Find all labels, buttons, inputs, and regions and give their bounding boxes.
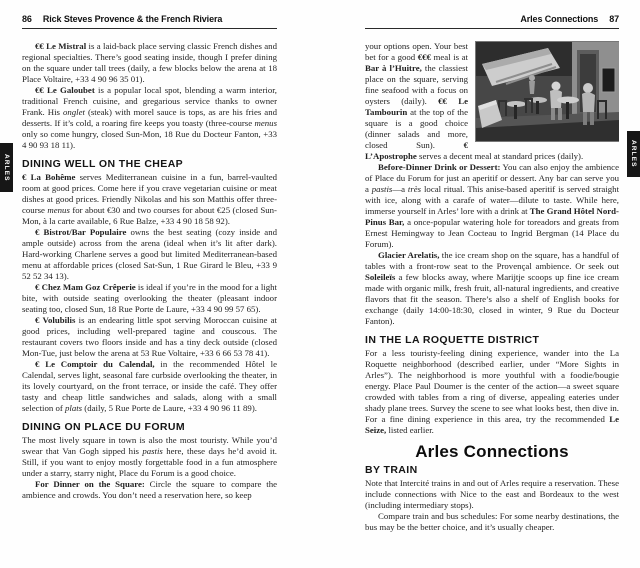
page-right [365,14,619,562]
paragraph: Note that Intercité trains in and out of Arles require a reservation. These include connections with Nice to the east and Bordeaux to the west (including intermediary stops). [365,478,619,510]
paragraph: €€ Le Mistral is a laid-back place serving classic French dishes and regional specialties. There’s good seating inside, though I prefer dining on the square under tall trees (daily, a few blocks below the arena at 18 Place Voltaire, +33 4 90 96 35 01). [22,41,277,84]
section-tab-left [0,143,13,192]
paragraph: your options open. Your best bet for a good €€€ meal is at Bar à l’Huitre, the classiest place on the square, serving fine seafood with a focus on oysters (daily). €€ Le Tambourin at the top of the square is a good choice (dinner salads and more, closed Sun). € L’Apostrophe serves a decent meal at standard prices (daily). [365,41,584,161]
page-right-running-title: Arles Connections [520,14,599,24]
paragraph: Compare train and bus schedules: For some nearby destinations, the bus may be the better choice, and it’s usually cheaper. [365,511,619,532]
paragraph: Before-Dinner Drink or Dessert: You can also enjoy the ambience of Place du Forum for just an aperitif or dessert. Any bar can serve you a pastis—a très local ritual. This anise-based aperitif is served straight with ice, along with a carafe of water—dilute to taste. While here, immerse yourself in Arles’ lore with a drink at The Grand Hôtel Nord-Pinus Bar, a once-popular watering hole for toreadors and greats from Ernest Hemingway to Jean Cocteau to Ingrid Bergman (14 Place du Forum). [365,162,619,249]
page-left-body [22,41,277,501]
section-heading: BY TRAIN [365,464,418,476]
paragraph: €€ Le Galoubet is a popular local spot, blending a warm interior, traditional French cuisine, and gregarious service thanks to owner Frank. His onglet (steak) with morel sauce is tops, as are his fries and desserts. If it’s cold, a roaring fire keeps you toasty (three-course menus only so come hungry, closed Sun-Mon, 18 Rue du Docteur Fanton, +33 4 90 93 18 11). [22,85,277,150]
page-right-header [365,14,619,29]
paragraph: The most lively square in town is also the most touristy. While you’d swear that Van Gogh sipped his pastis here, these days he’d avoid it. Still, if you want to enjoy mostly forgettable food in a fun atmosphere under a starry, starry night, Place du Forum is a good choice. [22,435,277,478]
paragraph: Glacier Arelatis, the ice cream shop on the square, has a handful of tables with a front-row seat to the Provençal ambience. Or seek out Soleileïs a few blocks away, where Marijtje scoops up fine ice cream made with organic milk, fresh fruit, all-natural ingredients, and creative flavors that fit the season. There’s also a shelf of English books for exchange (daily 14:00-18:30, closed in winter, 9 Rue du Docteur Fanton). [365,250,619,326]
paragraph: € La Bohême serves Mediterranean cuisine in a fun, barrel-vaulted room at good prices. Come here if you crave vegetarian cuisine or meat dishes at good prices. Friendly Nikolas and his son Matthis offer three-course menus for about €30 and two courses for about €25 (closed Sun-Mon, à la carte available, 6 Rue Balze, +33 4 90 18 58 92). [22,172,277,226]
paragraph: € Volubilis is an endearing little spot serving Moroccan cuisine at good prices, including well-prepared tagine and couscous. The restaurant covers two floors inside and has a tiny deck outside (closed Mon-Tue, just below the arena at 53 Rue Voltaire, +33 6 66 53 78 41). [22,315,277,358]
chapter-section-title: Arles Connections [415,442,569,461]
page-left-header [22,14,277,29]
section-heading: DINING ON PLACE DU FORUM [22,421,186,433]
paragraph: For Dinner on the Square: Circle the square to compare the ambience and crowds. You don’t need a reservation here, so keep [22,479,277,500]
cafe-photo-illustration [476,42,619,141]
cafe-photo [476,42,619,141]
page-right-number: 87 [609,14,619,24]
page-right-body [365,41,619,533]
page-left-running-title: Rick Steves Provence & the French Riviera [42,14,223,24]
paragraph: € Chez Mam Goz Crêperie is ideal if you’re in the mood for a light bite, with outside seating overlooking the theater (pleasant indoor seating too, closed Sun, 18 Rue Porte de Laure, +33 4 90 99 57 65). [22,282,277,314]
paragraph: € Le Comptoir du Calendal, in the recommended Hôtel le Calendal, serves light, seasonal fare curbside overlooking the theater, in its lovely courtyard, on the front terrace, or inside the café. They offer tasty and cheap little sandwiches and salads, along with a small selection of plats (daily, 5 Rue Porte de Laure, +33 4 90 96 11 89). [22,359,277,413]
paragraph: € Bistrot/Bar Populaire owns the best seating (cozy inside and ample outside) across from the arena (ideal when it’s lit after dark). Hard-working Charlene serves a good but limited Mediterranean-based menu at affordable prices (closed Sat-Sun, 1 Rue Girard le Bleu, +33 9 52 52 34 13). [22,227,277,281]
section-heading: IN THE LA ROQUETTE DISTRICT [365,334,540,346]
section-tab-right-label: ARLES [630,140,637,168]
paragraph: For a less touristy-feeling dining experience, wander into the La Roquette neighborhood (described earlier, under “More Sights in Arles”). The neighborhood is more youthful with a foodie/bougie energy. Place Paul Doumer is the center of the action—a sweet square crowded with tables from a ring of diverse, appealing eateries under shady plane trees. Survey the scene to see what looks best, then dive in. For a fine dining experience in this area, try the recommended Le Seize, listed earlier. [365,348,619,435]
section-tab-right [627,131,640,177]
page-left-number: 86 [22,14,32,24]
section-heading: DINING WELL ON THE CHEAP [22,158,184,170]
section-tab-left-label: ARLES [3,153,10,182]
page-left [22,14,277,562]
